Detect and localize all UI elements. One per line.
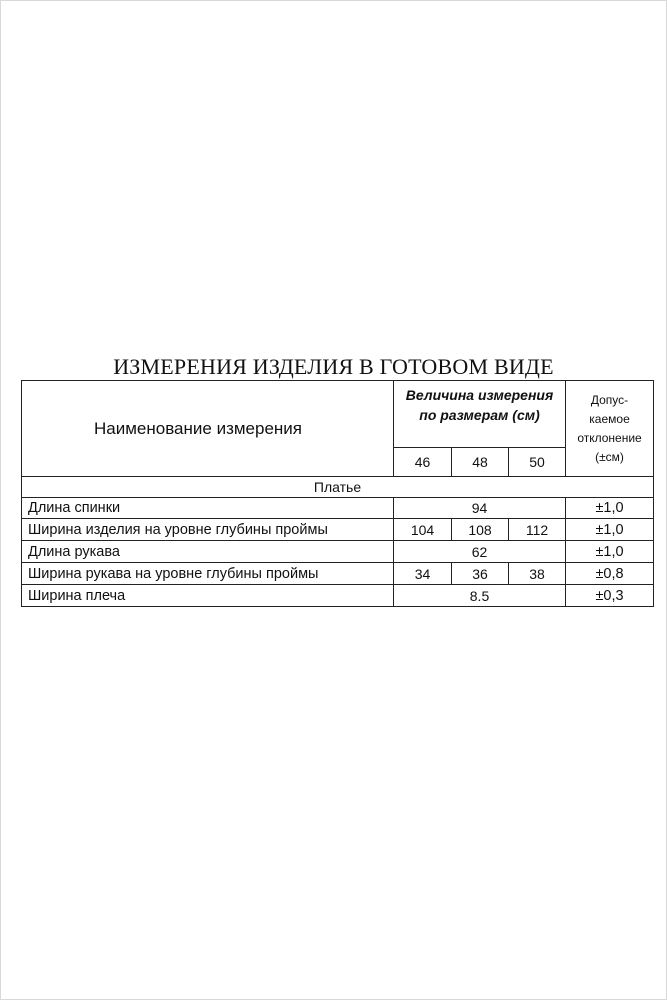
- header-measurement-name: Наименование измерения: [22, 381, 394, 477]
- row-tolerance: ±0,8: [566, 563, 654, 585]
- header-row-1: [22, 381, 654, 448]
- row-tolerance: ±0,3: [566, 585, 654, 607]
- row-value-merged: 94: [394, 498, 566, 519]
- table-row: [22, 541, 654, 563]
- header-tolerance-line3: отклонение: [577, 430, 642, 445]
- row-name: Ширина изделия на уровне глубины проймы: [22, 519, 394, 541]
- row-value-48: 36: [452, 563, 509, 585]
- measurements-table: [21, 380, 654, 607]
- size-48: 48: [452, 448, 509, 477]
- table-row: [22, 519, 654, 541]
- header-tolerance-line1: Допус-: [590, 392, 629, 407]
- row-value-48: 108: [452, 519, 509, 541]
- header-size-group-line2: по размерам (см): [419, 407, 540, 423]
- row-value-46: 34: [394, 563, 452, 585]
- size-50: 50: [509, 448, 566, 477]
- header-size-group: [394, 381, 566, 448]
- row-name: Ширина рукава на уровне глубины проймы: [22, 563, 394, 585]
- row-tolerance: ±1,0: [566, 498, 654, 519]
- row-name: Ширина плеча: [22, 585, 394, 607]
- header-size-group-line1: Величина измерения: [405, 387, 554, 403]
- row-name: Длина спинки: [22, 498, 394, 519]
- row-tolerance: ±1,0: [566, 541, 654, 563]
- row-name: Длина рукава: [22, 541, 394, 563]
- row-value-merged: 8.5: [394, 585, 566, 607]
- row-value-50: 112: [509, 519, 566, 541]
- section-row: [22, 477, 654, 498]
- table-row: [22, 585, 654, 607]
- row-value-50: 38: [509, 563, 566, 585]
- size-46: 46: [394, 448, 452, 477]
- header-tolerance-line4: (±см): [595, 449, 624, 464]
- row-tolerance: ±1,0: [566, 519, 654, 541]
- header-tolerance-line2: каемое: [589, 411, 630, 426]
- table-row: [22, 498, 654, 519]
- document-title: ИЗМЕРЕНИЯ ИЗДЕЛИЯ В ГОТОВОМ ВИДЕ: [113, 354, 554, 379]
- row-value-46: 104: [394, 519, 452, 541]
- table-row: [22, 563, 654, 585]
- row-value-merged: 62: [394, 541, 566, 563]
- header-tolerance: [566, 381, 654, 477]
- section-label: Платье: [22, 477, 654, 498]
